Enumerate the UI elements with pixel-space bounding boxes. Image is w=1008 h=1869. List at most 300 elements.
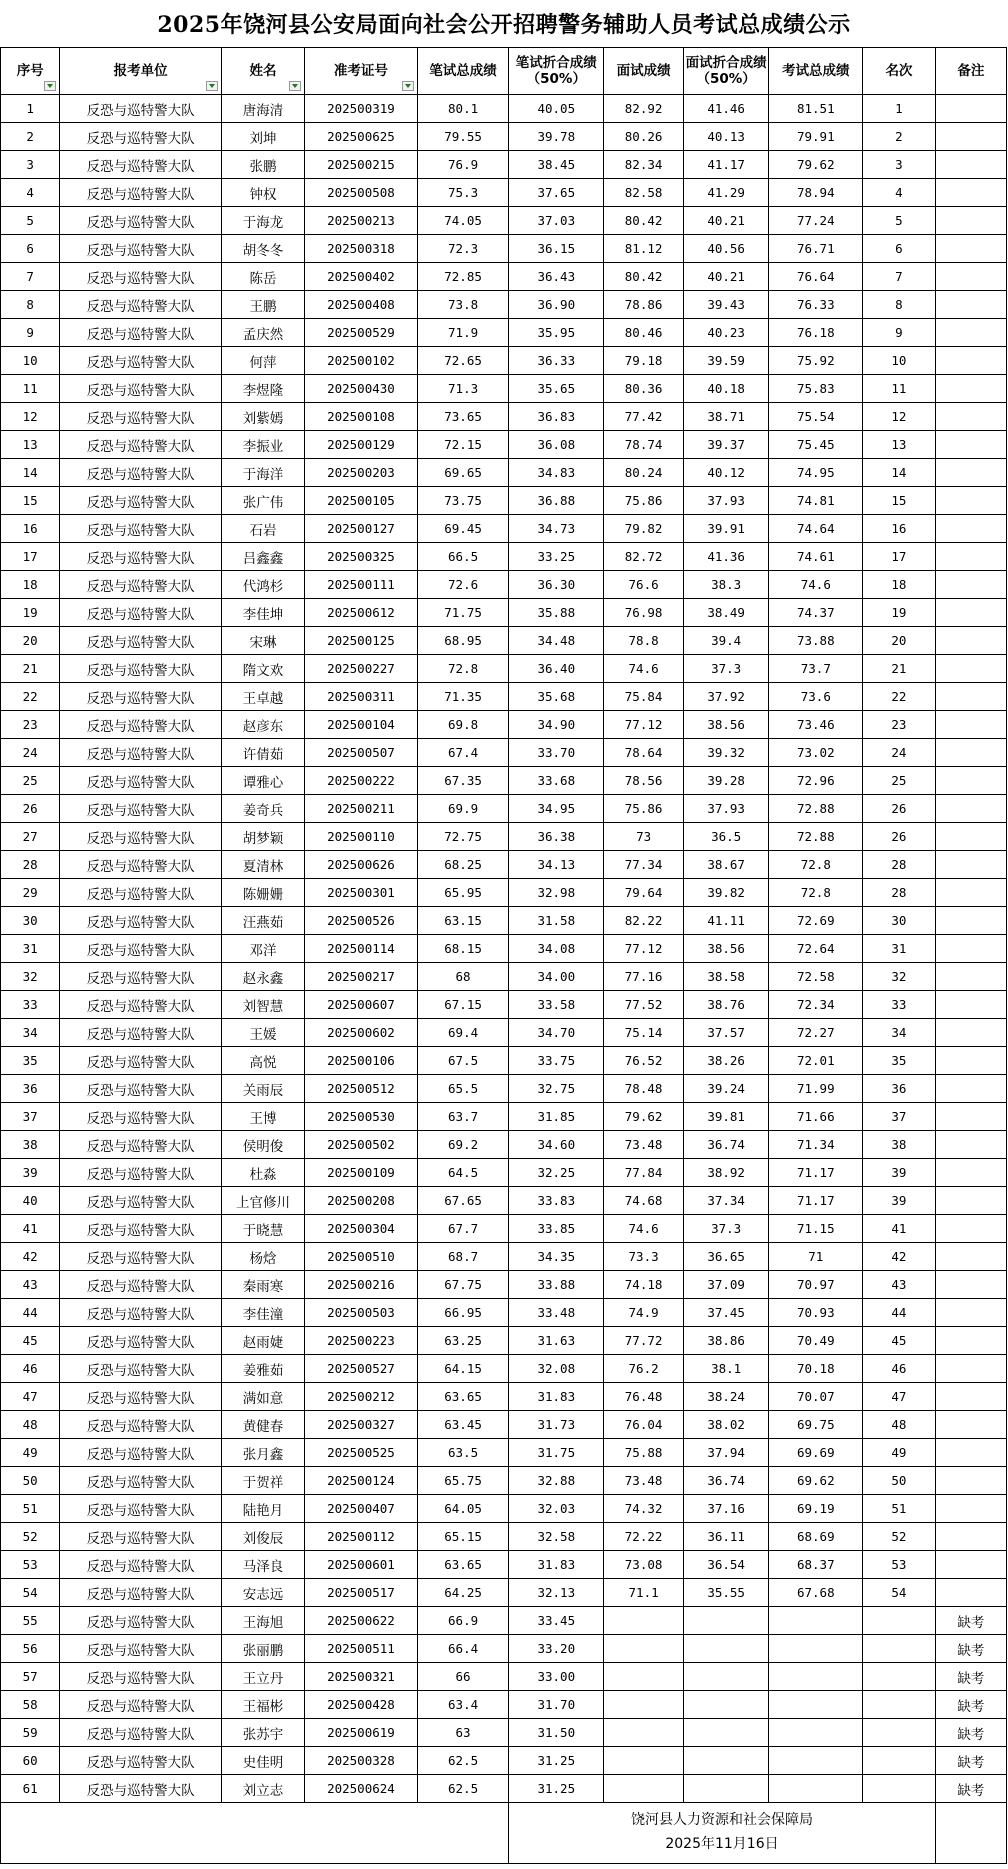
cell-interview: 82.34 <box>604 151 684 179</box>
cell-unit: 反恐与巡特警大队 <box>60 963 222 991</box>
cell-written-half: 33.25 <box>509 543 604 571</box>
cell-interview-half: 37.57 <box>683 1019 769 1047</box>
cell-seq: 20 <box>1 627 60 655</box>
cell-interview-half: 41.29 <box>683 179 769 207</box>
cell-name: 胡梦颖 <box>221 823 304 851</box>
cell-name: 夏清林 <box>221 851 304 879</box>
filter-dropdown-icon[interactable] <box>402 81 414 91</box>
cell-seq: 22 <box>1 683 60 711</box>
cell-interview: 76.52 <box>604 1047 684 1075</box>
cell-seq: 38 <box>1 1131 60 1159</box>
cell-interview-half: 37.92 <box>683 683 769 711</box>
cell-written-half: 32.75 <box>509 1075 604 1103</box>
cell-seq: 39 <box>1 1159 60 1187</box>
cell-note <box>935 879 1006 907</box>
cell-written-half: 32.88 <box>509 1467 604 1495</box>
cell-written: 66 <box>417 1663 508 1691</box>
cell-written-half: 40.05 <box>509 95 604 123</box>
cell-interview: 75.14 <box>604 1019 684 1047</box>
cell-seq: 30 <box>1 907 60 935</box>
cell-name: 王鹏 <box>221 291 304 319</box>
cell-total: 76.71 <box>769 235 863 263</box>
cell-ticket: 202500102 <box>305 347 418 375</box>
cell-ticket: 202500110 <box>305 823 418 851</box>
cell-name: 安志远 <box>221 1579 304 1607</box>
cell-ticket: 202500526 <box>305 907 418 935</box>
table-row <box>1 1551 1007 1579</box>
cell-rank: 5 <box>863 207 935 235</box>
cell-unit: 反恐与巡特警大队 <box>60 879 222 907</box>
cell-ticket: 202500530 <box>305 1103 418 1131</box>
cell-rank: 23 <box>863 711 935 739</box>
cell-seq: 13 <box>1 431 60 459</box>
cell-name: 于海洋 <box>221 459 304 487</box>
cell-written: 64.25 <box>417 1579 508 1607</box>
cell-seq: 59 <box>1 1719 60 1747</box>
cell-ticket: 202500408 <box>305 291 418 319</box>
cell-note <box>935 1411 1006 1439</box>
table-row <box>1 1383 1007 1411</box>
filter-dropdown-icon[interactable] <box>206 81 218 91</box>
table-row <box>1 123 1007 151</box>
cell-interview: 78.8 <box>604 627 684 655</box>
cell-written-half: 32.25 <box>509 1159 604 1187</box>
cell-written-half: 37.03 <box>509 207 604 235</box>
cell-written: 71.3 <box>417 375 508 403</box>
cell-rank: 17 <box>863 543 935 571</box>
cell-written-half: 35.68 <box>509 683 604 711</box>
cell-seq: 27 <box>1 823 60 851</box>
cell-written-half: 31.63 <box>509 1327 604 1355</box>
cell-written: 69.4 <box>417 1019 508 1047</box>
cell-interview: 76.6 <box>604 571 684 599</box>
cell-name: 侯明俊 <box>221 1131 304 1159</box>
cell-name: 李振业 <box>221 431 304 459</box>
cell-seq: 61 <box>1 1775 60 1803</box>
footer-spacer <box>1 1803 509 1864</box>
cell-rank: 49 <box>863 1439 935 1467</box>
cell-note <box>935 1439 1006 1467</box>
cell-note <box>935 907 1006 935</box>
cell-seq: 23 <box>1 711 60 739</box>
cell-unit: 反恐与巡特警大队 <box>60 1355 222 1383</box>
cell-written-half: 36.38 <box>509 823 604 851</box>
cell-interview: 79.62 <box>604 1103 684 1131</box>
cell-written: 72.6 <box>417 571 508 599</box>
cell-interview-half: 39.59 <box>683 347 769 375</box>
cell-interview: 77.12 <box>604 711 684 739</box>
cell-name: 吕鑫鑫 <box>221 543 304 571</box>
cell-interview <box>604 1775 684 1803</box>
cell-written: 75.3 <box>417 179 508 207</box>
header-ticket <box>305 48 418 95</box>
table-row <box>1 179 1007 207</box>
table-row <box>1 1495 1007 1523</box>
cell-written-half: 36.83 <box>509 403 604 431</box>
cell-interview: 73.08 <box>604 1551 684 1579</box>
cell-rank: 44 <box>863 1299 935 1327</box>
cell-rank: 41 <box>863 1215 935 1243</box>
cell-written: 66.95 <box>417 1299 508 1327</box>
table-row <box>1 1355 1007 1383</box>
cell-ticket: 202500327 <box>305 1411 418 1439</box>
cell-written-half: 35.95 <box>509 319 604 347</box>
cell-note: 缺考 <box>935 1747 1006 1775</box>
cell-written-half: 33.75 <box>509 1047 604 1075</box>
cell-note <box>935 235 1006 263</box>
table-row <box>1 935 1007 963</box>
table-row <box>1 459 1007 487</box>
cell-ticket: 202500105 <box>305 487 418 515</box>
cell-unit: 反恐与巡特警大队 <box>60 599 222 627</box>
cell-written-half: 33.58 <box>509 991 604 1019</box>
cell-note <box>935 1523 1006 1551</box>
footer-note-cell <box>935 1803 1006 1864</box>
cell-name: 姜奇兵 <box>221 795 304 823</box>
cell-written-half: 33.88 <box>509 1271 604 1299</box>
cell-unit: 反恐与巡特警大队 <box>60 1131 222 1159</box>
cell-rank: 32 <box>863 963 935 991</box>
cell-unit: 反恐与巡特警大队 <box>60 1271 222 1299</box>
cell-name: 代鸿杉 <box>221 571 304 599</box>
cell-rank: 38 <box>863 1131 935 1159</box>
cell-note <box>935 1075 1006 1103</box>
cell-interview-half: 39.81 <box>683 1103 769 1131</box>
cell-ticket: 202500311 <box>305 683 418 711</box>
cell-total: 70.07 <box>769 1383 863 1411</box>
cell-unit: 反恐与巡特警大队 <box>60 627 222 655</box>
cell-note <box>935 375 1006 403</box>
cell-name: 谭雅心 <box>221 767 304 795</box>
cell-ticket: 202500301 <box>305 879 418 907</box>
cell-ticket: 202500626 <box>305 851 418 879</box>
cell-seq: 3 <box>1 151 60 179</box>
cell-total: 73.6 <box>769 683 863 711</box>
cell-unit: 反恐与巡特警大队 <box>60 1495 222 1523</box>
cell-seq: 21 <box>1 655 60 683</box>
cell-name: 杜淼 <box>221 1159 304 1187</box>
cell-name: 陈姗姗 <box>221 879 304 907</box>
cell-written: 64.15 <box>417 1355 508 1383</box>
cell-note <box>935 823 1006 851</box>
cell-unit: 反恐与巡特警大队 <box>60 1327 222 1355</box>
cell-total: 72.96 <box>769 767 863 795</box>
cell-written: 69.8 <box>417 711 508 739</box>
cell-note <box>935 1579 1006 1607</box>
cell-name: 于贺祥 <box>221 1467 304 1495</box>
cell-interview-half <box>683 1663 769 1691</box>
cell-interview-half: 40.13 <box>683 123 769 151</box>
cell-written: 67.65 <box>417 1187 508 1215</box>
cell-rank: 51 <box>863 1495 935 1523</box>
cell-note <box>935 795 1006 823</box>
cell-interview: 77.42 <box>604 403 684 431</box>
cell-note <box>935 459 1006 487</box>
cell-unit: 反恐与巡特警大队 <box>60 179 222 207</box>
cell-written-half: 31.50 <box>509 1719 604 1747</box>
table-row <box>1 1439 1007 1467</box>
cell-unit: 反恐与巡特警大队 <box>60 1663 222 1691</box>
cell-rank: 3 <box>863 151 935 179</box>
cell-seq: 51 <box>1 1495 60 1523</box>
cell-name: 秦雨寒 <box>221 1271 304 1299</box>
cell-ticket: 202500601 <box>305 1551 418 1579</box>
cell-ticket: 202500213 <box>305 207 418 235</box>
cell-total: 70.18 <box>769 1355 863 1383</box>
filter-dropdown-icon[interactable] <box>44 81 56 91</box>
header-unit <box>60 48 222 95</box>
cell-interview: 75.88 <box>604 1439 684 1467</box>
cell-unit: 反恐与巡特警大队 <box>60 795 222 823</box>
cell-written-half: 36.43 <box>509 263 604 291</box>
cell-total <box>769 1663 863 1691</box>
cell-seq: 15 <box>1 487 60 515</box>
cell-unit: 反恐与巡特警大队 <box>60 431 222 459</box>
cell-interview-half: 38.92 <box>683 1159 769 1187</box>
header-unit-label: 报考单位 <box>113 63 168 79</box>
cell-name: 汪燕茹 <box>221 907 304 935</box>
table-row <box>1 487 1007 515</box>
cell-note <box>935 291 1006 319</box>
table-row <box>1 767 1007 795</box>
cell-written: 69.45 <box>417 515 508 543</box>
cell-interview: 74.68 <box>604 1187 684 1215</box>
cell-name: 关雨辰 <box>221 1075 304 1103</box>
cell-ticket: 202500217 <box>305 963 418 991</box>
cell-ticket: 202500227 <box>305 655 418 683</box>
table-row <box>1 991 1007 1019</box>
cell-written-half: 33.00 <box>509 1663 604 1691</box>
cell-seq: 34 <box>1 1019 60 1047</box>
cell-interview-half: 39.91 <box>683 515 769 543</box>
cell-written: 80.1 <box>417 95 508 123</box>
cell-rank: 35 <box>863 1047 935 1075</box>
cell-rank: 37 <box>863 1103 935 1131</box>
cell-total: 74.37 <box>769 599 863 627</box>
cell-interview-half <box>683 1775 769 1803</box>
cell-name: 钟权 <box>221 179 304 207</box>
cell-unit: 反恐与巡特警大队 <box>60 1551 222 1579</box>
table-row <box>1 1635 1007 1663</box>
cell-ticket: 202500124 <box>305 1467 418 1495</box>
cell-ticket: 202500129 <box>305 431 418 459</box>
cell-note: 缺考 <box>935 1607 1006 1635</box>
cell-name: 刘智慧 <box>221 991 304 1019</box>
cell-seq: 40 <box>1 1187 60 1215</box>
cell-unit: 反恐与巡特警大队 <box>60 1523 222 1551</box>
cell-written: 63 <box>417 1719 508 1747</box>
cell-note <box>935 683 1006 711</box>
cell-seq: 55 <box>1 1607 60 1635</box>
cell-ticket: 202500104 <box>305 711 418 739</box>
cell-rank: 50 <box>863 1467 935 1495</box>
cell-name: 满如意 <box>221 1383 304 1411</box>
cell-total: 72.27 <box>769 1019 863 1047</box>
cell-note <box>935 347 1006 375</box>
table-row <box>1 263 1007 291</box>
cell-unit: 反恐与巡特警大队 <box>60 319 222 347</box>
cell-ticket: 202500407 <box>305 1495 418 1523</box>
cell-written-half: 36.90 <box>509 291 604 319</box>
cell-written: 73.8 <box>417 291 508 319</box>
cell-note <box>935 95 1006 123</box>
cell-written-half: 31.83 <box>509 1383 604 1411</box>
cell-ticket: 202500125 <box>305 627 418 655</box>
cell-rank: 54 <box>863 1579 935 1607</box>
cell-name: 赵永鑫 <box>221 963 304 991</box>
table-row <box>1 599 1007 627</box>
cell-rank: 4 <box>863 179 935 207</box>
cell-interview-half: 38.56 <box>683 935 769 963</box>
cell-interview: 78.56 <box>604 767 684 795</box>
cell-ticket: 202500321 <box>305 1663 418 1691</box>
cell-rank <box>863 1691 935 1719</box>
cell-ticket: 202500510 <box>305 1243 418 1271</box>
cell-written-half: 36.30 <box>509 571 604 599</box>
cell-interview-half: 37.3 <box>683 655 769 683</box>
cell-written: 62.5 <box>417 1747 508 1775</box>
cell-name: 石岩 <box>221 515 304 543</box>
header-interview-half: 面试折合成绩（50%） <box>683 48 769 95</box>
cell-note <box>935 1271 1006 1299</box>
cell-unit: 反恐与巡特警大队 <box>60 1747 222 1775</box>
cell-rank <box>863 1607 935 1635</box>
cell-written: 67.5 <box>417 1047 508 1075</box>
cell-total: 69.69 <box>769 1439 863 1467</box>
cell-interview-half <box>683 1635 769 1663</box>
cell-ticket: 202500216 <box>305 1271 418 1299</box>
cell-interview-half <box>683 1691 769 1719</box>
cell-unit: 反恐与巡特警大队 <box>60 151 222 179</box>
header-written: 笔试总成绩 <box>417 48 508 95</box>
cell-note <box>935 1467 1006 1495</box>
cell-interview-half: 38.67 <box>683 851 769 879</box>
cell-written-half: 34.08 <box>509 935 604 963</box>
cell-unit: 反恐与巡特警大队 <box>60 1075 222 1103</box>
cell-name: 高悦 <box>221 1047 304 1075</box>
cell-unit: 反恐与巡特警大队 <box>60 1047 222 1075</box>
cell-rank: 28 <box>863 851 935 879</box>
table-row <box>1 515 1007 543</box>
cell-written: 67.75 <box>417 1271 508 1299</box>
cell-unit: 反恐与巡特警大队 <box>60 347 222 375</box>
table-row <box>1 1691 1007 1719</box>
cell-interview: 77.16 <box>604 963 684 991</box>
cell-name: 刘立志 <box>221 1775 304 1803</box>
cell-interview-half: 38.24 <box>683 1383 769 1411</box>
cell-total: 69.19 <box>769 1495 863 1523</box>
table-row <box>1 1607 1007 1635</box>
cell-interview-half <box>683 1747 769 1775</box>
cell-interview-half: 39.28 <box>683 767 769 795</box>
table-row <box>1 1411 1007 1439</box>
cell-note <box>935 1383 1006 1411</box>
cell-ticket: 202500222 <box>305 767 418 795</box>
cell-seq: 4 <box>1 179 60 207</box>
footer-org: 饶河县人力资源和社会保障局 <box>630 1812 813 1828</box>
cell-rank: 43 <box>863 1271 935 1299</box>
cell-total: 81.51 <box>769 95 863 123</box>
cell-rank: 28 <box>863 879 935 907</box>
table-row <box>1 1775 1007 1803</box>
cell-rank: 18 <box>863 571 935 599</box>
cell-interview: 79.82 <box>604 515 684 543</box>
cell-unit: 反恐与巡特警大队 <box>60 1467 222 1495</box>
cell-written: 64.05 <box>417 1495 508 1523</box>
cell-unit: 反恐与巡特警大队 <box>60 1411 222 1439</box>
cell-total: 71 <box>769 1243 863 1271</box>
cell-seq: 48 <box>1 1411 60 1439</box>
cell-seq: 49 <box>1 1439 60 1467</box>
cell-total: 74.81 <box>769 487 863 515</box>
cell-name: 陈岳 <box>221 263 304 291</box>
cell-interview-half: 37.3 <box>683 1215 769 1243</box>
cell-written: 71.9 <box>417 319 508 347</box>
cell-name: 姜雅茹 <box>221 1355 304 1383</box>
table-row <box>1 1075 1007 1103</box>
cell-total: 78.94 <box>769 179 863 207</box>
cell-total: 73.7 <box>769 655 863 683</box>
cell-rank <box>863 1663 935 1691</box>
cell-interview-half: 38.02 <box>683 1411 769 1439</box>
cell-seq: 54 <box>1 1579 60 1607</box>
cell-interview: 74.6 <box>604 655 684 683</box>
cell-name: 王博 <box>221 1103 304 1131</box>
cell-ticket: 202500212 <box>305 1383 418 1411</box>
filter-dropdown-icon[interactable] <box>289 81 301 91</box>
cell-written: 69.2 <box>417 1131 508 1159</box>
cell-interview-half: 37.09 <box>683 1271 769 1299</box>
cell-interview: 73.3 <box>604 1243 684 1271</box>
cell-note <box>935 1187 1006 1215</box>
cell-ticket: 202500428 <box>305 1691 418 1719</box>
cell-note <box>935 1215 1006 1243</box>
cell-written-half: 34.70 <box>509 1019 604 1047</box>
cell-ticket: 202500624 <box>305 1775 418 1803</box>
cell-interview: 76.98 <box>604 599 684 627</box>
cell-interview-half: 36.5 <box>683 823 769 851</box>
cell-seq: 56 <box>1 1635 60 1663</box>
cell-interview: 79.64 <box>604 879 684 907</box>
cell-interview: 79.18 <box>604 347 684 375</box>
cell-name: 马泽良 <box>221 1551 304 1579</box>
table-row <box>1 347 1007 375</box>
cell-rank: 19 <box>863 599 935 627</box>
cell-note <box>935 123 1006 151</box>
cell-total: 73.02 <box>769 739 863 767</box>
cell-seq: 58 <box>1 1691 60 1719</box>
cell-seq: 11 <box>1 375 60 403</box>
cell-total: 75.54 <box>769 403 863 431</box>
cell-ticket: 202500223 <box>305 1327 418 1355</box>
cell-written: 79.55 <box>417 123 508 151</box>
cell-rank: 25 <box>863 767 935 795</box>
cell-unit: 反恐与巡特警大队 <box>60 935 222 963</box>
cell-written-half: 32.03 <box>509 1495 604 1523</box>
cell-unit: 反恐与巡特警大队 <box>60 907 222 935</box>
cell-ticket: 202500211 <box>305 795 418 823</box>
cell-interview: 82.72 <box>604 543 684 571</box>
cell-written-half: 34.48 <box>509 627 604 655</box>
cell-total: 77.24 <box>769 207 863 235</box>
cell-note <box>935 1159 1006 1187</box>
cell-note <box>935 543 1006 571</box>
cell-rank: 48 <box>863 1411 935 1439</box>
cell-written-half: 33.48 <box>509 1299 604 1327</box>
cell-interview: 71.1 <box>604 1579 684 1607</box>
cell-written-half: 36.88 <box>509 487 604 515</box>
cell-interview-half <box>683 1607 769 1635</box>
